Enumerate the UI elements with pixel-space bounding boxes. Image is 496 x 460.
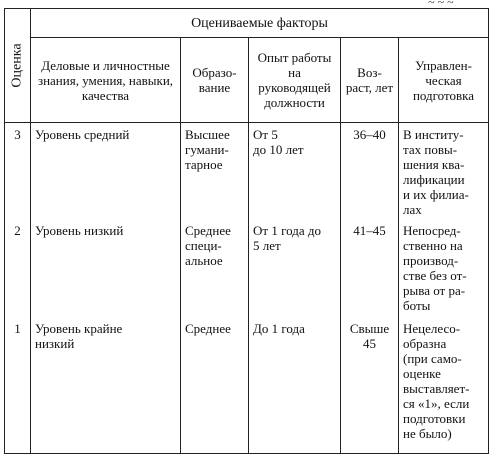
row-experience: От 1 года до 5 лет	[249, 219, 341, 317]
row-age: 41–45	[341, 219, 399, 317]
score-header: Оценка	[9, 43, 25, 88]
row-experience: До 1 года	[249, 317, 341, 454]
row-experience: От 5 до 10 лет	[249, 123, 341, 220]
score-header-cell	[5, 9, 31, 123]
row-training: Нецелесо- образна (при само- оценке выставляет- ся «1», если подготовки не было)	[399, 317, 489, 454]
row-qualities: Уровень низкий	[31, 219, 181, 317]
table-row	[5, 219, 489, 317]
row-training: В институ- тах повы- шения ква- лификации и их филиа- лах	[399, 123, 489, 220]
row-qualities: Уровень средний	[31, 123, 181, 220]
column-header-experience: Опыт работы на руководящей должности	[249, 38, 341, 123]
row-training: Непосред- ственно на производ- стве без от- рыва от ра- боты	[399, 219, 489, 317]
continued-marker: ~ ~ ~	[428, 0, 454, 9]
column-header-education: Образо- вание	[181, 38, 249, 123]
row-education: Среднее	[181, 317, 249, 454]
row-score: 2	[5, 219, 31, 317]
evaluation-table	[4, 8, 489, 454]
column-header-training: Управлен- ческая подготовка	[399, 38, 489, 123]
row-qualities: Уровень крайне низкий	[31, 317, 181, 454]
row-age: 36–40	[341, 123, 399, 220]
row-score: 1	[5, 317, 31, 454]
row-age: Свыше 45	[341, 317, 399, 454]
column-header-age: Воз- раст, лет	[341, 38, 399, 123]
table-row	[5, 317, 489, 454]
row-education: Среднее специ- альное	[181, 219, 249, 317]
table-row	[5, 123, 489, 220]
factors-header: Оцениваемые факторы	[31, 9, 489, 38]
column-header-qualities: Деловые и личностные знания, умения, навыки, качества	[31, 38, 181, 123]
row-education: Высшее гумани- тарное	[181, 123, 249, 220]
row-score: 3	[5, 123, 31, 220]
